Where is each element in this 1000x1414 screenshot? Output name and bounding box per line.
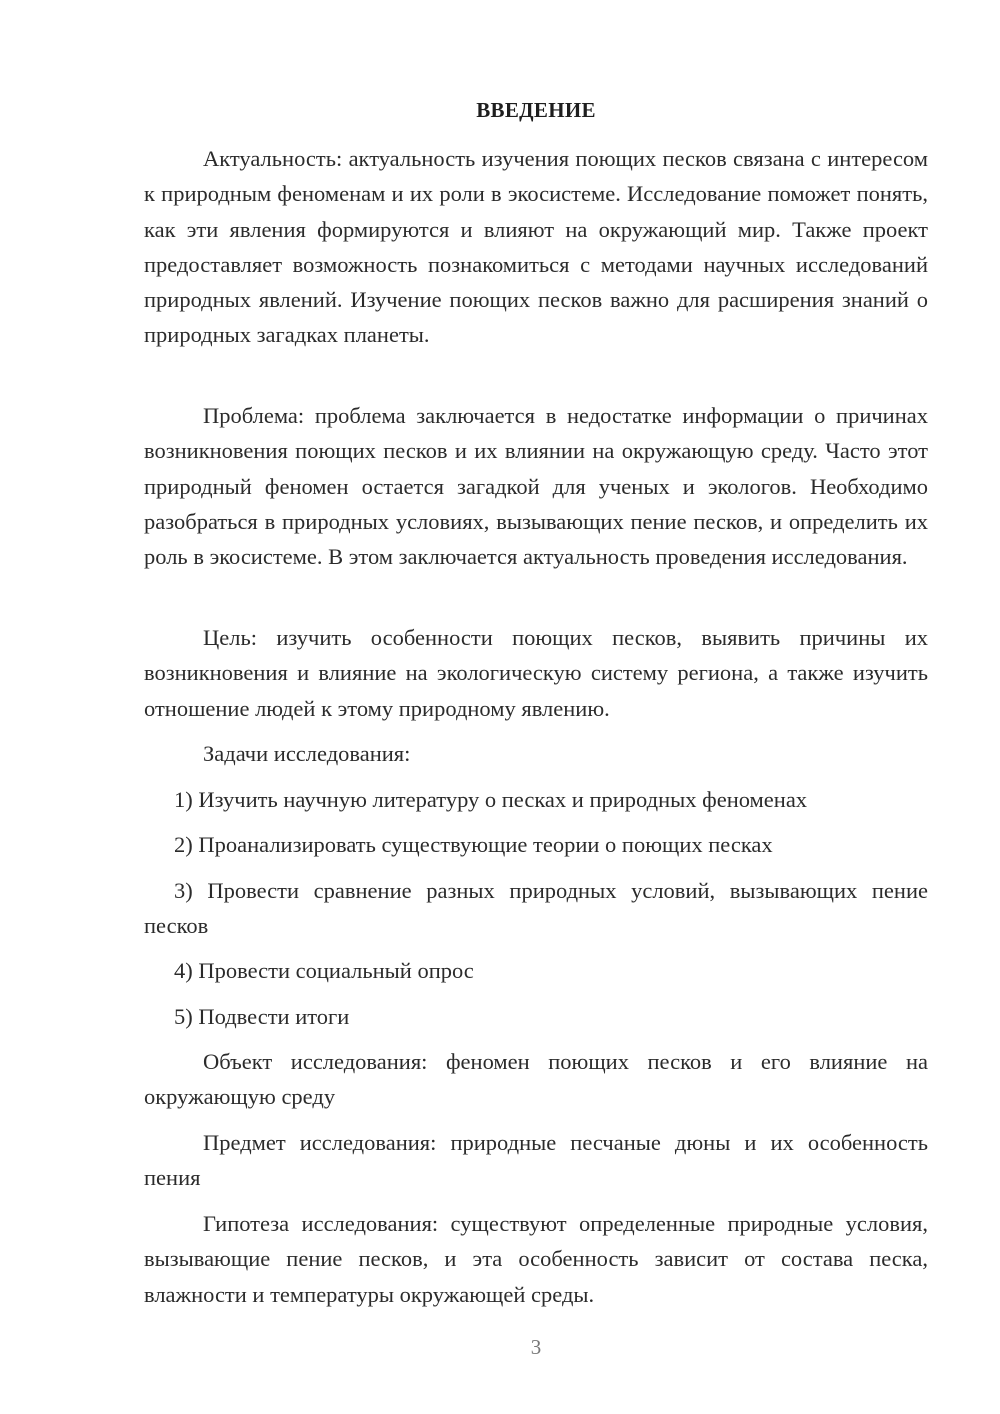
task-item: 2) Проанализировать существующие теории о поющих песках (174, 832, 773, 857)
subject-paragraph: Предмет исследования: природные песчаные дюны и их особенность пения (144, 1130, 928, 1191)
problem-paragraph: Проблема: проблема заключается в недостатке информации о причинах возникновения поющих песков и их влиянии на окружающую среду. Часто этот природный феномен остается загадкой для ученых и экологов. Необходимо разобраться в природных условиях, вызывающих пение песков, и определить их роль в экосистеме. В этом заключается актуальность проведения исследования. (144, 403, 928, 570)
goal-paragraph: Цель: изучить особенности поющих песков, выявить причины их возникновения и влияние на экологическую систему региона, а также изучить отношение людей к этому природному явлению. (144, 625, 928, 721)
task-item: 1) Изучить научную литературу о песках и природных феноменах (174, 787, 808, 812)
hypothesis-paragraph: Гипотеза исследования: существуют определенные природные условия, вызывающие пение песков, и эта особенность зависит от состава песка, влажности и температуры окружающей среды. (144, 1211, 928, 1307)
task-item: 3) Провести сравнение разных природных условий, вызывающих пение песков (144, 878, 928, 939)
object-paragraph: Объект исследования: феномен поющих песков и его влияние на окружающую среду (144, 1049, 928, 1110)
relevance-paragraph: Актуальность: актуальность изучения поющих песков связана с интересом к природным феноменам и их роли в экосистеме. Исследование поможет понять, как эти явления формируются и влияют на окружающий мир. Также проект предоставляет возможность познакомиться с методами научных исследований природных явлений. Изучение поющих песков важно для расширения знаний о природных загадках планеты. (144, 146, 928, 348)
section-heading: ВВЕДЕНИЕ (476, 98, 596, 122)
task-item: 5) Подвести итоги (174, 1004, 350, 1029)
page-number: 3 (530, 1335, 542, 1359)
task-item: 4) Провести социальный опрос (174, 958, 474, 983)
tasks-heading: Задачи исследования: (203, 741, 411, 766)
